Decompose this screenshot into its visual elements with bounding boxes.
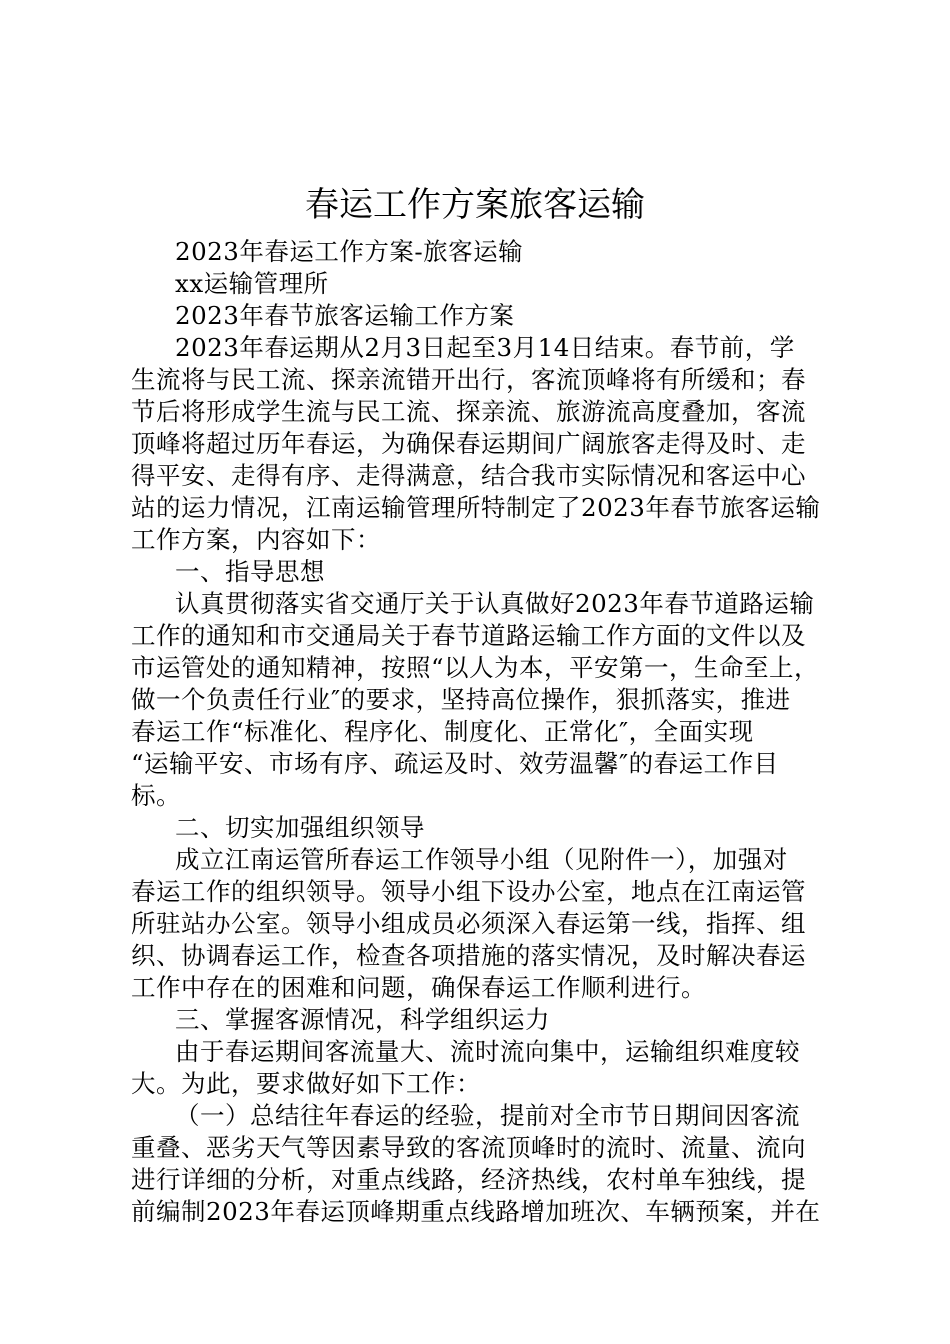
text-line: 市运管处的通知精神，按照“以人为本，平安第一，生命至上， [131, 653, 820, 682]
text-line: 春运工作的组织领导。领导小组下设办公室，地点在江南运管 [131, 877, 806, 906]
text-line: 三、掌握客源情况，科学组织运力 [175, 1005, 550, 1034]
text-line: 节后将形成学生流与民工流、探亲流、旅游流高度叠加，客流 [131, 397, 806, 426]
text-line: 标。 [131, 781, 181, 810]
text-line: 春运工作“标准化、程序化、制度化、正常化″，全面实现 [131, 717, 754, 746]
document-body [131, 236, 831, 1228]
text-line: 一、指导思想 [175, 557, 325, 586]
text-line: 前编制2023年春运顶峰期重点线路增加班次、车辆预案，并在 [131, 1197, 821, 1226]
text-line: 得平安、走得有序、走得满意，结合我市实际情况和客运中心 [131, 461, 806, 490]
text-line: 由于春运期间客流量大、流时流向集中，运输组织难度较 [175, 1037, 800, 1066]
text-line: 进行详细的分析，对重点线路，经济热线，农村单车独线，提 [131, 1165, 806, 1194]
text-line: 织、协调春运工作，检查各项措施的落实情况，及时解决春运 [131, 941, 806, 970]
text-line: xx运输管理所 [175, 269, 329, 298]
text-line: 工作方案，内容如下： [131, 525, 381, 554]
text-line: 所驻站办公室。领导小组成员必须深入春运第一线，指挥、组 [131, 909, 806, 938]
text-line: （一）总结往年春运的经验，提前对全市节日期间因客流 [175, 1101, 800, 1130]
text-line: 做一个负责任行业″的要求，坚持高位操作，狠抓落实，推进 [131, 685, 791, 714]
text-line: 2023年春节旅客运输工作方案 [175, 301, 515, 330]
text-line: 成立江南运管所春运工作领导小组（见附件一），加强对 [175, 845, 788, 874]
text-line: 站的运力情况，江南运输管理所特制定了2023年春节旅客运输 [131, 493, 821, 522]
text-line: 工作中存在的困难和问题，确保春运工作顺利进行。 [131, 973, 706, 1002]
text-line: 认真贯彻落实省交通厅关于认真做好2023年春节道路运输 [175, 589, 815, 618]
text-line: 大。为此，要求做好如下工作： [131, 1069, 481, 1098]
text-line: 工作的通知和市交通局关于春节道路运输工作方面的文件以及 [131, 621, 806, 650]
text-line: “运输平安、市场有序、疏运及时、效劳温馨″的春运工作目 [131, 749, 779, 778]
text-line: 二、切实加强组织领导 [175, 813, 425, 842]
text-line: 顶峰将超过历年春运，为确保春运期间广阔旅客走得及时、走 [131, 429, 806, 458]
document-title: 春运工作方案旅客运输 [305, 185, 645, 225]
text-line: 2023年春运期从2月3日起至3月14日结束。春节前，学 [175, 333, 795, 362]
text-line: 重叠、恶劣天气等因素导致的客流顶峰时的流时、流量、流向 [131, 1133, 806, 1162]
text-line: 2023年春运工作方案-旅客运输 [175, 237, 524, 266]
text-line: 生流将与民工流、探亲流错开出行，客流顶峰将有所缓和；春 [131, 365, 806, 394]
